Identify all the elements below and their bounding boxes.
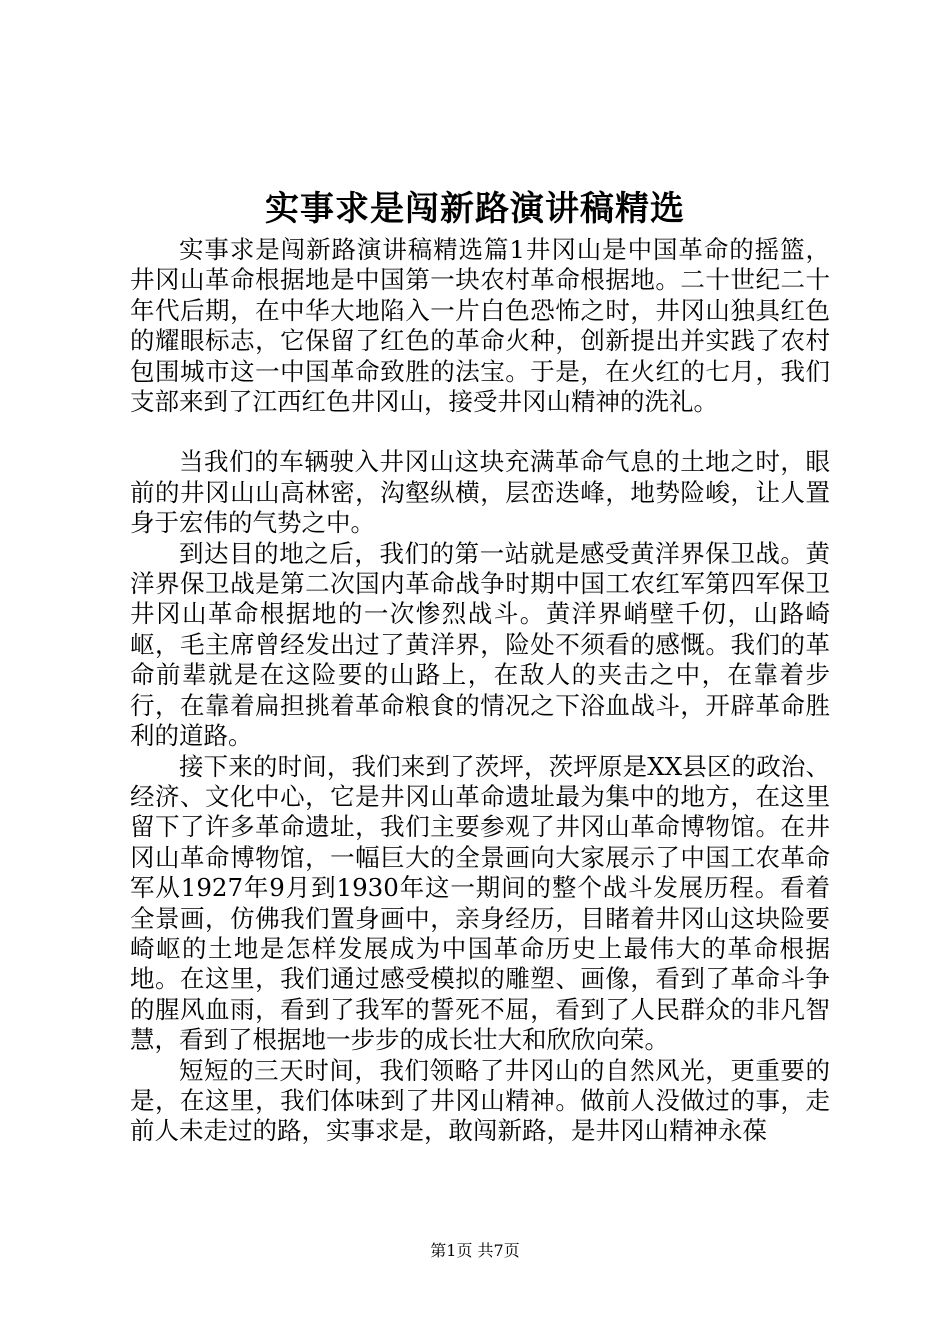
paragraph-4: 接下来的时间，我们来到了茨坪，茨坪原是XX县区的政治、经济、文化中心，它是井冈山革命遗址最为集中的地方，在这里留下了许多革命遗址，我们主要参观了井冈山革命博物馆。在井冈山革命博物馆，一幅巨大的全景画向大家展示了中国工农革命军从1927年9月到1930年这一期间的整个战斗发展历程。看着全景画，仿佛我们置身画中，亲身经历，目睹着井冈山这块险要崎岖的土地是怎样发展成为中国革命历史上最伟大的革命根据地。在这里，我们通过感受模拟的雕塑、画像，看到了革命斗争的腥风血雨，看到了我军的誓死不屈，看到了人民群众的非凡智慧，看到了根据地一步步的成长壮大和欣欣向荣。	[130, 751, 830, 1055]
page-footer: 第1页 共7页	[430, 1241, 520, 1260]
document-body	[130, 235, 830, 1147]
document-title: 实事求是闯新路演讲稿精选	[265, 189, 685, 229]
paragraph-5: 短短的三天时间，我们领略了井冈山的自然风光，更重要的是，在这里，我们体味到了井冈山精神。做前人没做过的事，走前人未走过的路，实事求是，敢闯新路，是井冈山精神永葆	[130, 1055, 830, 1146]
paragraph-2: 当我们的车辆驶入井冈山这块充满革命气息的土地之时，眼前的井冈山山高林密，沟壑纵横，层峦迭峰，地势险峻，让人置身于宏伟的气势之中。	[130, 447, 830, 538]
paragraph-3: 到达目的地之后，我们的第一站就是感受黄洋界保卫战。黄洋界保卫战是第二次国内革命战争时期中国工农红军第四军保卫井冈山革命根据地的一次惨烈战斗。黄洋界峭壁千仞，山路崎岖，毛主席曾经发出过了黄洋界，险处不须看的感慨。我们的革命前辈就是在这险要的山路上，在敌人的夹击之中，在靠着步行，在靠着扁担挑着革命粮食的情况之下浴血战斗，开辟革命胜利的道路。	[130, 538, 830, 751]
paragraph-1: 实事求是闯新路演讲稿精选篇1井冈山是中国革命的摇篮，井冈山革命根据地是中国第一块农村革命根据地。二十世纪二十年代后期，在中华大地陷入一片白色恐怖之时，井冈山独具红色的耀眼标志，它保留了红色的革命火种，创新提出并实践了农村包围城市这一中国革命致胜的法宝。于是，在火红的七月，我们支部来到了江西红色井冈山，接受井冈山精神的洗礼。	[130, 235, 830, 417]
